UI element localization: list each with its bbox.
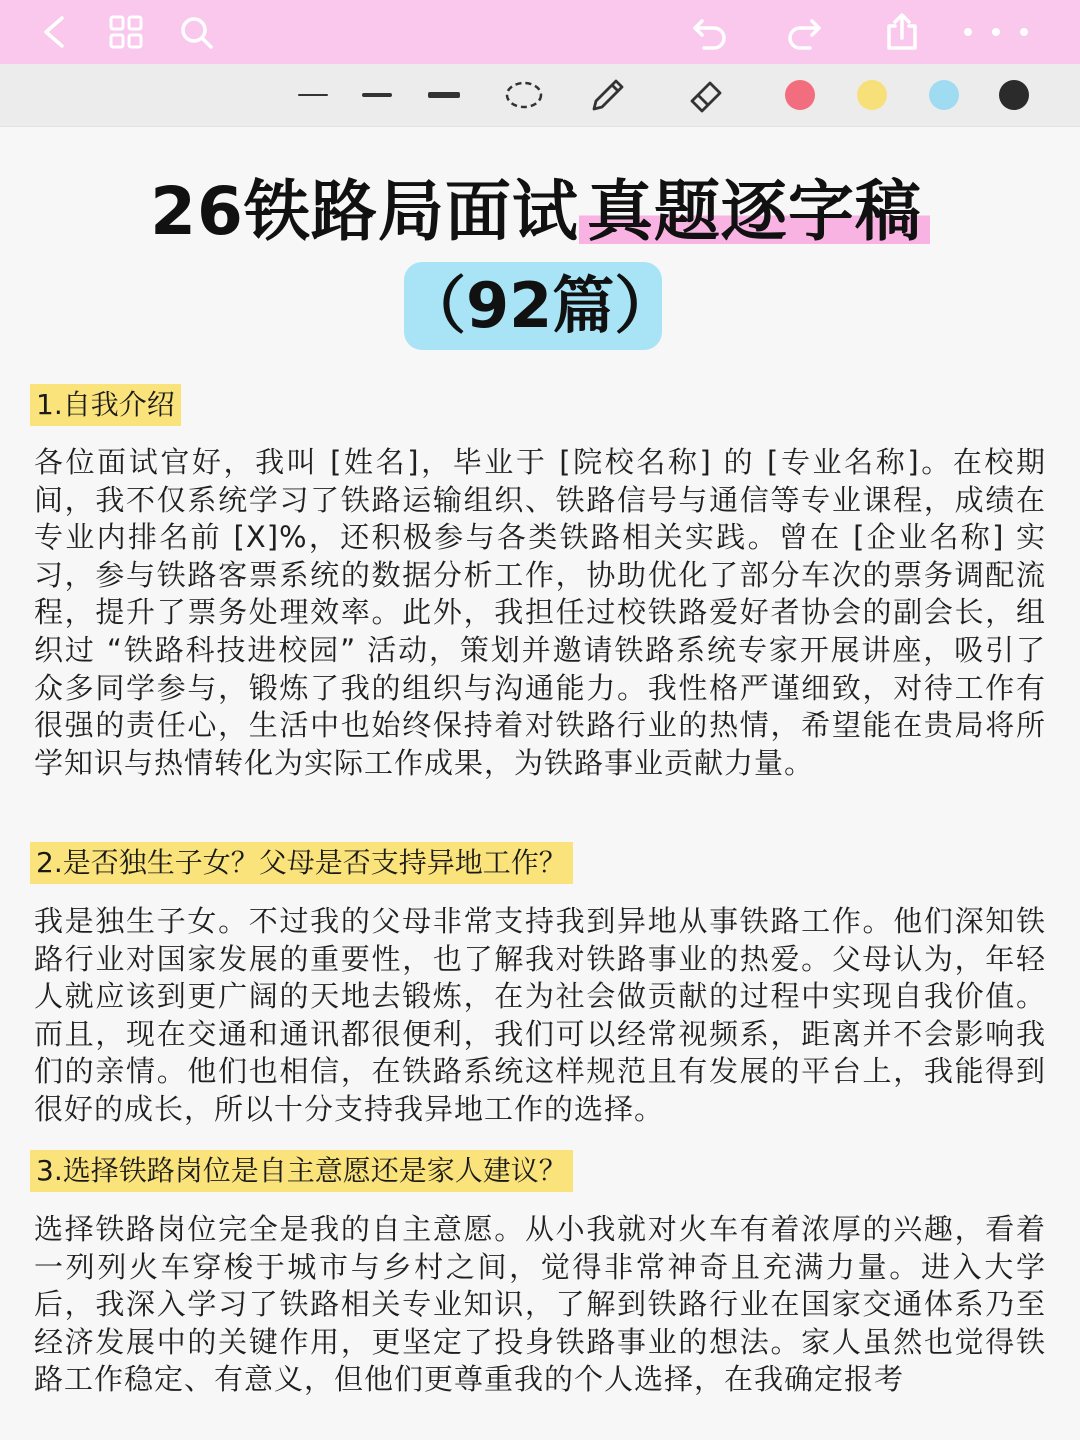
- answer-paragraph-3: 选择铁路岗位完全是我的自主意愿。从小我就对火车有着浓厚的兴趣，看着一列列火车穿梭于城市与乡村之间，觉得非常神奇且充满力量。进入大学后，我深入学习了铁路相关专业知识，了解到铁路行业在国家交通体系乃至经济发展中的关键作用，更坚定了投身铁路事业的想法。家人虽然也觉得铁路工作稳定、有意义，但他们更尊重我的个人选择，在我确定报考: [34, 1212, 1046, 1397]
- color-black-swatch[interactable]: [998, 75, 1030, 115]
- more-icon[interactable]: [956, 12, 1036, 52]
- drawing-toolbar: [0, 64, 1080, 127]
- pen-thick-button[interactable]: [426, 75, 462, 115]
- question-label-2: 2.是否独生子女？父母是否支持异地工作？: [30, 842, 573, 884]
- eraser-icon[interactable]: [684, 75, 728, 115]
- answer-paragraph-2: 我是独生子女。不过我的父母非常支持我到异地从事铁路工作。他们深知铁路行业对国家发展的重要性，也了解我对铁路事业的热爱。父母认为，年轻人就应该到更广阔的天地去锻炼，在为社会做贡献的过程中实现自我价值。而且，现在交通和通讯都很便利，我们可以经常视频系，距离并不会影响我们的亲情。他们也相信，在铁路系统这样规范且有发展的平台上，我能得到很好的成长，所以十分支持我异地工作的选择。: [34, 904, 1046, 1126]
- page-title: [0, 158, 1080, 253]
- undo-icon[interactable]: [688, 12, 732, 52]
- grid-icon[interactable]: [104, 12, 148, 52]
- title-part-1: 26铁路局面试: [150, 173, 579, 250]
- answer-paragraph-1: 各位面试官好，我叫 [姓名]，毕业于 [院校名称] 的 [专业名称]。在校期间，我不仅系统学习了铁路运输组织、铁路信号与通信等专业课程，成绩在专业内排名前 [X]%，还积极参与各类铁路相关实践。曾在 [企业名称] 实习，参与铁路客票系统的数据分析工作，协助优化了部分车次的票务调配流程，提升了票务处理效率。此外，我担任过校铁路爱好者协会的副会长，组织过 “铁路科技进校园” 活动，策划并邀请铁路系统专家开展讲座，吸引了众多同学参与，锻炼了我的组织与沟通能力。我性格严谨细致，对待工作有很强的责任心，生活中也始终保持着对铁路行业的热情，希望能在贵局将所学知识与热情转化为实际工作成果，为铁路事业贡献力量。: [34, 445, 1046, 780]
- question-label-3: 3.选择铁路岗位是自主意愿还是家人建议？: [30, 1150, 573, 1192]
- title-highlight: 真题逐字稿: [579, 173, 930, 250]
- color-red-swatch[interactable]: [784, 75, 816, 115]
- pencil-icon[interactable]: [586, 75, 630, 115]
- share-icon[interactable]: [880, 12, 924, 52]
- color-yellow-swatch[interactable]: [856, 75, 888, 115]
- search-icon[interactable]: [174, 12, 218, 52]
- question-label-1: 1.自我介绍: [30, 384, 181, 426]
- redo-icon[interactable]: [782, 12, 826, 52]
- page-subtitle: （92篇）: [404, 262, 662, 350]
- color-blue-swatch[interactable]: [928, 75, 960, 115]
- lasso-icon[interactable]: [502, 75, 546, 115]
- pen-thin-button[interactable]: [296, 75, 330, 115]
- pen-medium-button[interactable]: [360, 75, 394, 115]
- back-icon[interactable]: [34, 12, 74, 52]
- top-app-bar: [0, 0, 1080, 64]
